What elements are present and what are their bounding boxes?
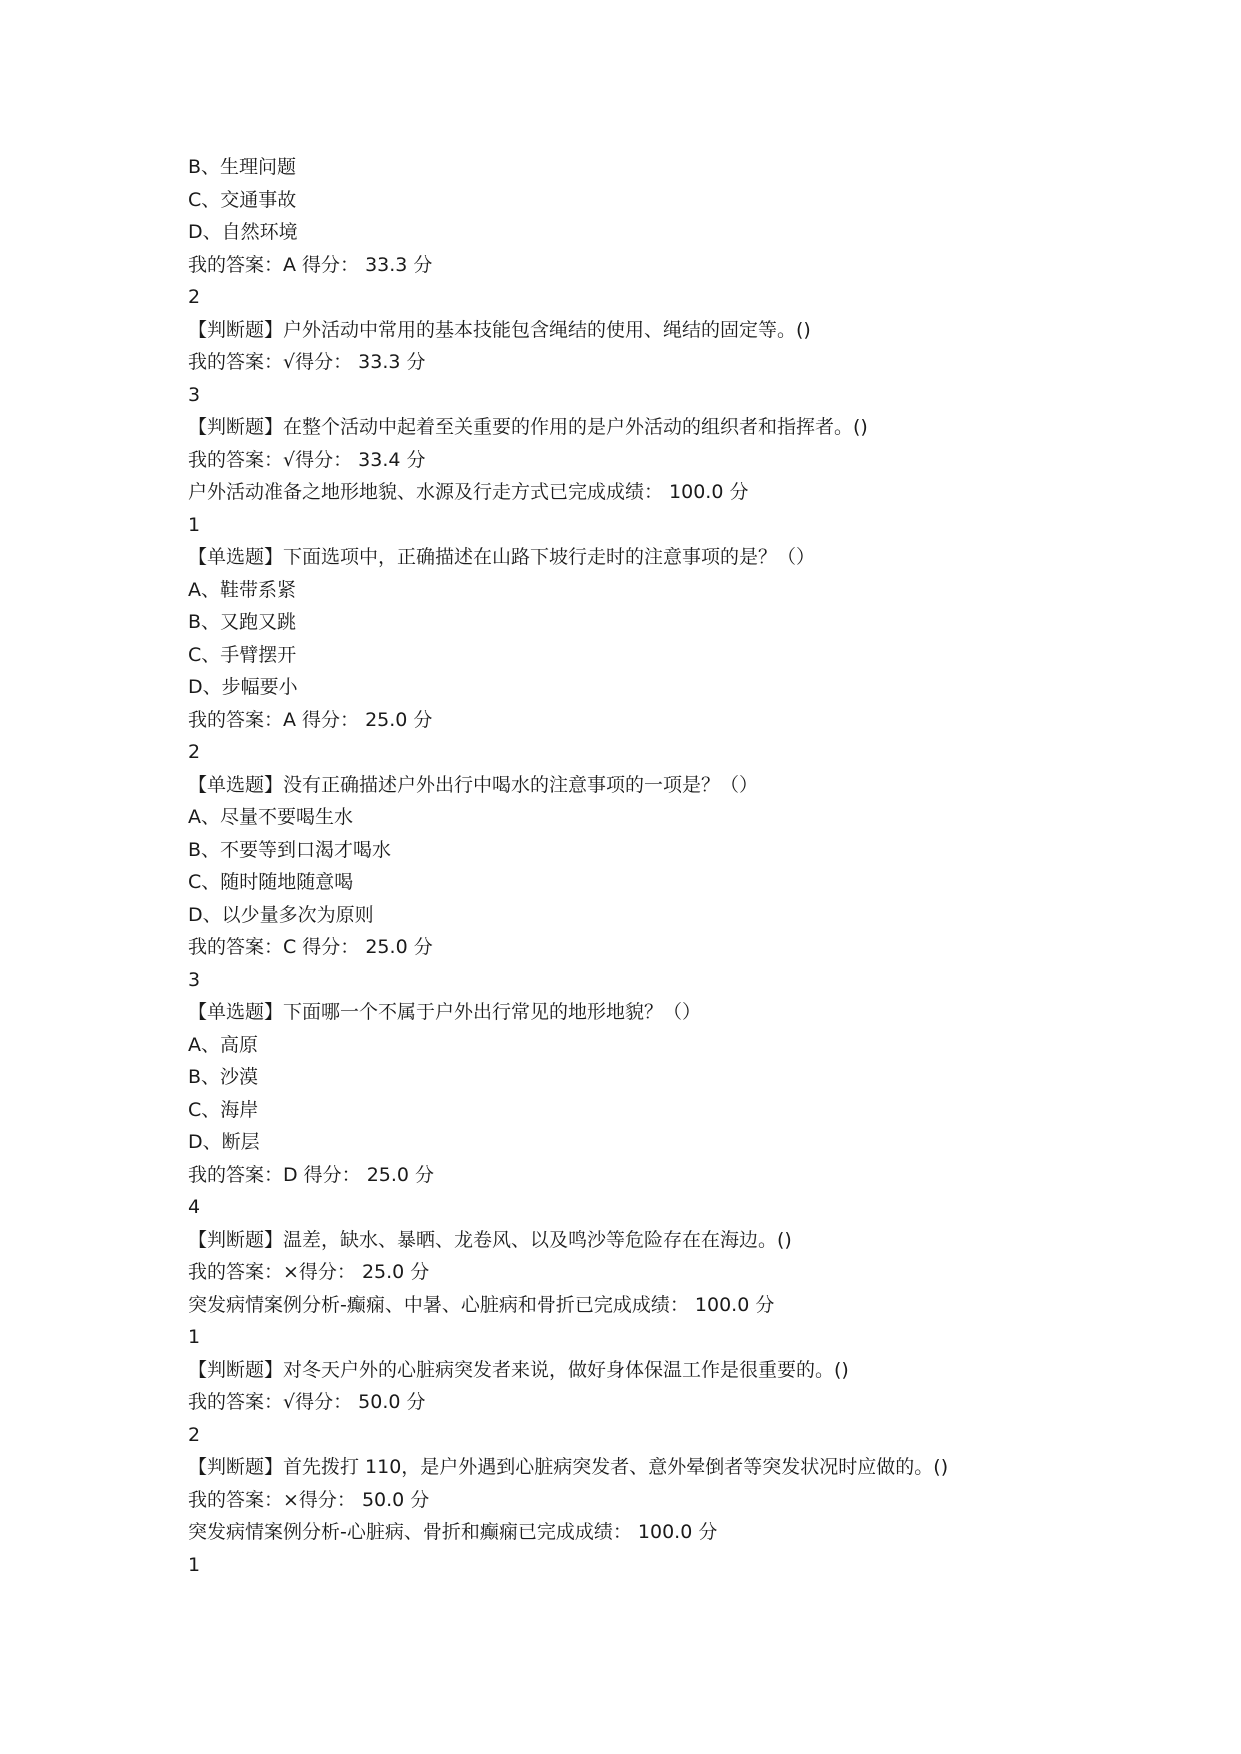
option-line: B、又跑又跳 [188,611,297,633]
question-number: 3 [188,968,201,991]
section-heading: 突发病情案例分析-癫痫、中暑、心脏病和骨折已完成成绩： 100.0 分 [188,1293,775,1316]
question-number: 3 [188,383,201,406]
option-line: C、交通事故 [188,188,297,211]
option-line: A、鞋带系紧 [188,578,296,601]
question-text: 【判断题】温差，缺水、暴晒、龙卷风、以及鸣沙等危险存在在海边。() [188,1228,792,1251]
answer-score-line: 我的答案：×得分： 25.0 分 [188,1261,430,1283]
question-text: 【判断题】对冬天户外的心脏病突发者来说，做好身体保温工作是很重要的。() [188,1358,849,1381]
question-text: 【判断题】首先拨打 110，是户外遇到心脏病突发者、意外晕倒者等突发状况时应做的。() [188,1456,949,1478]
section-heading: 突发病情案例分析-心脏病、骨折和癫痫已完成成绩： 100.0 分 [188,1521,718,1543]
question-number: 4 [188,1196,201,1218]
question-text: 【单选题】下面哪一个不属于户外出行常见的地形地貌？（） [188,1001,702,1023]
option-line: C、手臂摆开 [188,643,297,666]
answer-score-line: 我的答案：C 得分： 25.0 分 [188,936,433,958]
question-text: 【单选题】下面选项中，正确描述在山路下坡行走时的注意事项的是？（） [188,546,816,568]
document-body [188,151,1088,1581]
question-text: 【单选题】没有正确描述户外出行中喝水的注意事项的一项是？（） [188,773,759,796]
question-number: 2 [188,741,201,763]
option-line: B、沙漠 [188,1066,259,1088]
option-line: C、海岸 [188,1098,259,1121]
option-line: D、断层 [188,1131,260,1153]
answer-score-line: 我的答案：A 得分： 25.0 分 [188,708,433,731]
answer-score-line: 我的答案：√得分： 33.3 分 [188,351,426,373]
answer-score-line: 我的答案：×得分： 50.0 分 [188,1488,430,1511]
section-heading: 户外活动准备之地形地貌、水源及行走方式已完成成绩： 100.0 分 [188,481,749,503]
option-line: D、自然环境 [188,221,298,243]
question-number: 1 [188,1553,201,1576]
answer-score-line: 我的答案：√得分： 50.0 分 [188,1391,426,1413]
option-line: D、以少量多次为原则 [188,903,374,926]
option-line: A、尽量不要喝生水 [188,806,353,828]
option-line: A、高原 [188,1033,258,1056]
question-number: 2 [188,1423,201,1446]
answer-score-line: 我的答案：D 得分： 25.0 分 [188,1163,435,1186]
question-text: 【判断题】在整个活动中起着至关重要的作用的是户外活动的组织者和指挥者。() [188,416,868,438]
option-line: D、步幅要小 [188,676,298,698]
option-line: B、不要等到口渴才喝水 [188,838,392,861]
option-line: B、生理问题 [188,156,297,178]
question-number: 1 [188,513,201,536]
option-line: C、随时随地随意喝 [188,871,354,893]
answer-score-line: 我的答案：A 得分： 33.3 分 [188,253,433,276]
answer-score-line: 我的答案：√得分： 33.4 分 [188,448,426,471]
question-number: 2 [188,286,201,308]
question-text: 【判断题】户外活动中常用的基本技能包含绳结的使用、绳结的固定等。() [188,318,811,341]
question-number: 1 [188,1326,201,1348]
